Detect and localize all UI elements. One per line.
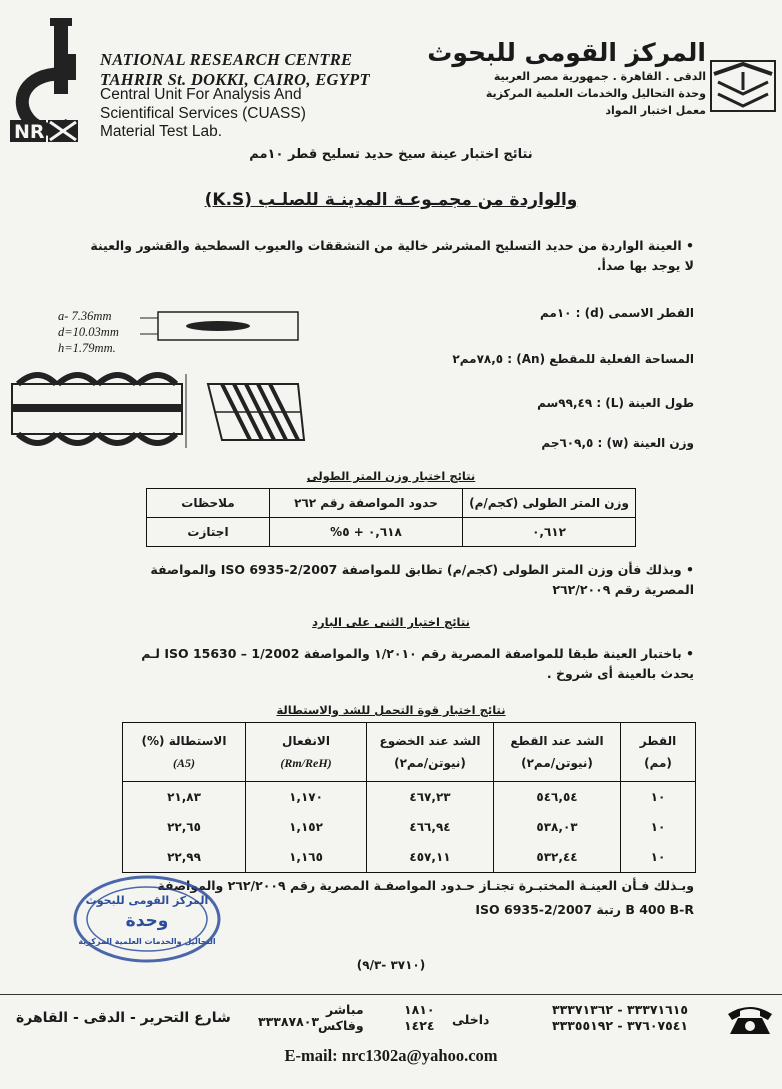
- footer-internal-2: ١٤٢٤: [404, 1018, 435, 1033]
- en-title-line-1: NATIONAL RESEARCH CENTRE: [100, 50, 353, 69]
- note-value: اجتازت: [147, 518, 270, 547]
- cell-tensile-yield: ٤٥٧,١١: [367, 842, 494, 873]
- header-tensile-yield: الشد عند الخضوع (نيوتن/مم٢): [367, 723, 494, 782]
- tensile-conclusion-line-1: وبـذلك فـأن العينـة المختبـرة تجتـاز حـدود المواصفـة المصرية رقم ٢٦٢/٢٠٠٩ والمواصفة: [157, 878, 694, 893]
- en-header-sub: [100, 86, 306, 142]
- ar-title: المركز القومى للبحوث: [427, 38, 706, 67]
- cell-elongation: ٢١,٨٣: [123, 782, 246, 813]
- table-header-row: [147, 489, 636, 518]
- header-strain-ratio: الانفعال (Rm/ReH): [246, 723, 367, 782]
- header-tensile-break: الشد عند القطع (نيوتن/مم٢): [494, 723, 621, 782]
- tensile-conclusion-line-2: B 400 B-R رتبة ISO 6935-2/2007: [475, 902, 694, 917]
- weight-value: ٠,٦١٢: [463, 518, 636, 547]
- svg-text:NR: NR: [14, 121, 45, 143]
- ar-line-3: معمل اختبار المواد: [605, 104, 706, 117]
- dim-d: d=10.03mm: [58, 325, 119, 339]
- en-sub-line-1: Central Unit For Analysis And: [100, 86, 302, 103]
- bend-test-line-1: • باختبار العينة طبقا للمواصفة المصرية رقم ١/٢٠١٠ والمواصفة ISO 15630 – 1/2002 لـم: [141, 646, 694, 661]
- official-stamp: [72, 874, 222, 964]
- cell-elongation: ٢٢,٦٥: [123, 812, 246, 842]
- footer-internal-label: داخلى: [452, 1012, 490, 1027]
- table-row: [123, 812, 696, 842]
- header-elongation: الاستطالة (%) (A5): [123, 723, 246, 782]
- svg-text:وحدة: وحدة: [125, 911, 169, 931]
- weight-conclusion: [54, 560, 694, 600]
- header-weight-per-meter: وزن المتر الطولى (كجم/م): [463, 489, 636, 518]
- spec-weight: وزن العينة (w) : ٦٠٩,٥جم: [541, 436, 694, 450]
- header-spec-limits: حدود المواصفة رقم ٢٦٢: [270, 489, 463, 518]
- intro-line-1: • العينة الواردة من حديد التسليح المشرشر خالية من التشققات والعيوب السطحية والقشور والعينة: [90, 238, 694, 253]
- en-sub-line-3: Material Test Lab.: [100, 123, 223, 140]
- footer-phones-1: ٣٣٣٧١٦١٥ - ٣٣٣٧١٣٦٢: [552, 1002, 688, 1017]
- table-row: [123, 782, 696, 813]
- nrc-logo: [8, 14, 100, 144]
- ar-header: [427, 38, 706, 119]
- footer-phone-numbers: [552, 1002, 688, 1034]
- table-header-row: [123, 723, 696, 782]
- cell-strain-ratio: ١,١٧٠: [246, 782, 367, 813]
- weight-conclusion-line-2: المصرية رقم ٢٦٢/٢٠٠٩: [552, 582, 694, 597]
- spec-limit-value: ٠,٦١٨ + ٥%: [270, 518, 463, 547]
- dim-a: a- 7.36mm: [58, 309, 112, 323]
- footer-phones-2: ٣٧٦٠٧٥٤١ - ٣٣٣٥٥١٩٢: [552, 1018, 688, 1033]
- footer-fax-label: وفاكس: [318, 1018, 364, 1033]
- table-row: [147, 518, 636, 547]
- spec-diameter: القطر الاسمى (d) : ١٠مم: [539, 306, 694, 320]
- header-diameter: القطر (مم): [621, 723, 696, 782]
- en-title-line-2: TAHRIR St. DOKKI, CAIRO, EGYPT: [100, 70, 370, 89]
- bend-test-title: نتائج اختبار الثنى على البارد: [312, 615, 470, 629]
- telephone-icon: [726, 1002, 774, 1036]
- spec-area: المساحة الفعلية للمقطع (An) : ٧٨,٥مم٢: [452, 352, 694, 366]
- dim-h: h=1.79mm.: [58, 341, 116, 355]
- rebar-drawing: [8, 300, 308, 460]
- cell-tensile-yield: ٤٦٦,٩٤: [367, 812, 494, 842]
- footer-divider: [0, 994, 782, 995]
- header-notes: ملاحظات: [147, 489, 270, 518]
- cell-diameter: ١٠: [621, 842, 696, 873]
- tensile-test-table: [122, 722, 696, 873]
- spec-length: طول العينة (L) : ٩٩,٤٩سم: [537, 396, 694, 410]
- weight-test-title: نتائج اختبار وزن المتر الطولى: [306, 469, 476, 483]
- footer-direct-label: مباشر: [325, 1002, 364, 1017]
- footer-address: شارع التحرير - الدقى - القاهرة: [16, 1010, 231, 1026]
- cell-tensile-break: ٥٣٢,٤٤: [494, 842, 621, 873]
- footer-internal-numbers: [404, 1002, 435, 1034]
- bend-test-text: [54, 644, 694, 684]
- cell-diameter: ١٠: [621, 782, 696, 813]
- svg-text:التحاليل والخدمات العلمية المر: التحاليل والخدمات العلمية المركزية: [78, 937, 216, 946]
- footer-internal-1: ١٨١٠: [404, 1002, 435, 1017]
- cell-elongation: ٢٢,٩٩: [123, 842, 246, 873]
- bend-test-line-2: يحدث بالعينة أى شروخ .: [546, 666, 694, 681]
- cell-diameter: ١٠: [621, 812, 696, 842]
- cell-tensile-break: ٥٣٨,٠٣: [494, 812, 621, 842]
- ar-line-1: الدقى . القاهرة . جمهورية مصر العربية: [493, 70, 706, 83]
- cell-strain-ratio: ١,١٦٥: [246, 842, 367, 873]
- footer-direct-fax-number: ٣٣٣٨٧٨٠٣: [258, 1014, 320, 1029]
- footer-direct-fax-labels: [318, 1002, 364, 1034]
- ar-line-2: وحدة التحاليل والخدمات العلمية المركزية: [485, 87, 706, 100]
- cell-tensile-break: ٥٤٦,٥٤: [494, 782, 621, 813]
- svg-text:المركز القومى للبحوث: المركز القومى للبحوث: [85, 894, 209, 907]
- weight-test-table: [146, 488, 636, 547]
- cell-tensile-yield: ٤٦٧,٢٣: [367, 782, 494, 813]
- intro-paragraph: [54, 236, 694, 276]
- cell-strain-ratio: ١,١٥٢: [246, 812, 367, 842]
- intro-line-2: لا يوجد بها صدأ.: [596, 258, 694, 273]
- weight-conclusion-line-1: • وبذلك فأن وزن المتر الطولى (كجم/م) تطابق للمواصفة ISO 6935-2/2007 والمواصفة: [150, 562, 694, 577]
- report-subtitle: والواردة من مجمـوعـة المدينـة للصلـب (K.S): [204, 190, 578, 210]
- en-sub-line-2: Scientifical Services (CUASS): [100, 104, 306, 122]
- en-header-title: [100, 50, 370, 90]
- footer-email: E-mail: nrc1302a@yahoo.com: [284, 1046, 498, 1065]
- cuass-logo-icon: [710, 60, 776, 112]
- table-row: [123, 842, 696, 873]
- report-title: نتائج اختبار عينة سيخ حديد تسليح قطر ١٠مم: [249, 147, 533, 162]
- reference-number: (٣٧١٠ -٩/٣): [356, 958, 426, 972]
- tensile-test-title: نتائج اختبار قوة التحمل للشد والاستطالة: [276, 703, 506, 717]
